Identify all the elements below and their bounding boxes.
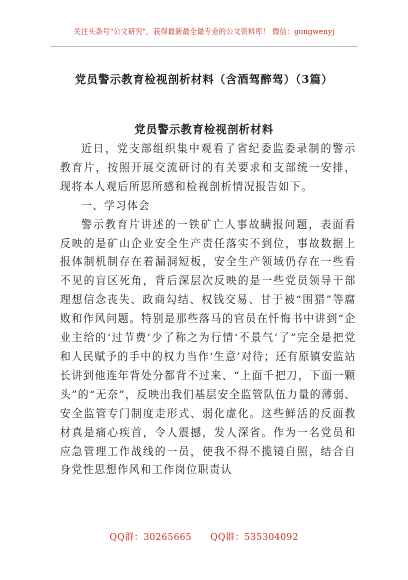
body-heading-study: 一、学习体会 bbox=[81, 199, 151, 212]
section-title: 党员警示教育检视剖析材料 bbox=[134, 123, 274, 136]
body-paragraph-intro: 近日，党支部组织集中观看了省纪委监委录制的警示教育片，按照开展交流研讨的有关要求和支部统一安排，现将本人观后所思所感和检视剖析情况报告如下。 bbox=[60, 143, 356, 193]
header-divider bbox=[50, 46, 358, 47]
body-paragraph-reflection: 警示教育片讲述的一铁矿亡人事故瞒报问题，表面看反映的是矿山企业安全生产责任落实不到位，事故数据上报体制机制存在着漏洞短板，安全生产领域仍存在一些看不见的盲区死角，背后深层次反映的是一些党员领导干部理想信念丧失、政商勾结、权钱交易、甘于被“围猎”等腐败和作风问题。特别是那些落马的官员在忏悔书中讲到“企业主给的‘过节费’少了称之为行情‘不景气’了”完全是把党和人民赋予的手中的权力当作‘生意’对待；还有原镇安监站长讲到他连年背处分都背不过来、“上面千把刀，下面一颗头”的“无奈”，反映出我们基层安全监管队伍力量的薄弱、安全监管专门制度走形式、弱化虚化。这些鲜活的反面教材真是痛心疾首，令人震撼，发人深省。作为一名党员和应急管理工作战线的一员，使我不得不揽镜自照，结合自身党性思想作风和工作岗位职责认 bbox=[60, 218, 356, 477]
header-notice: 关注头条号"公文研究"，获得最新最全最专业的公文资料库！ 微信：gongwenyj bbox=[73, 27, 335, 36]
footer-contact: QQ群：30265665 QQ群：535304092 bbox=[109, 533, 299, 543]
document-body bbox=[60, 140, 356, 480]
document-title: 党员警示教育检视剖析材料（含酒驾醉驾）（3篇） bbox=[75, 73, 333, 86]
